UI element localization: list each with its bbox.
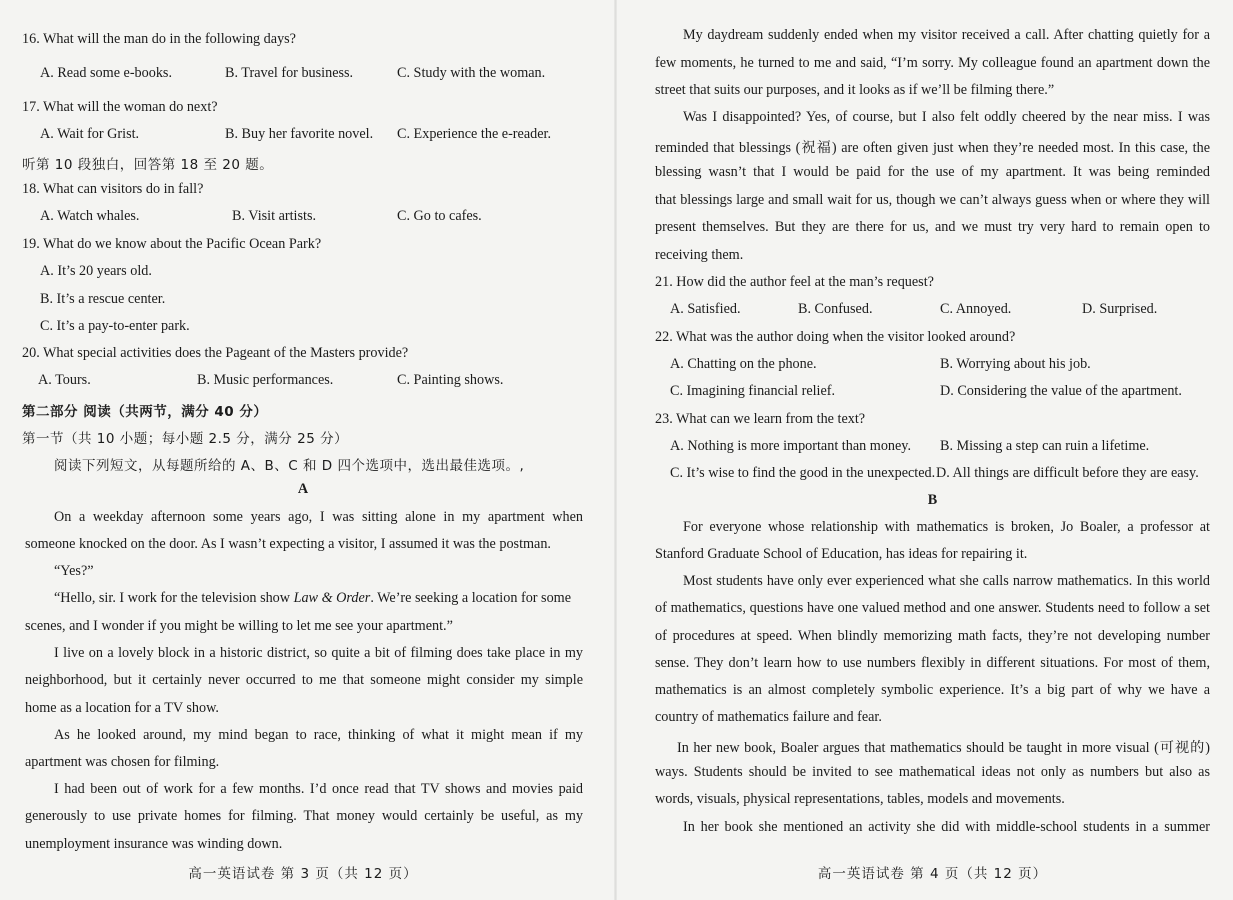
passage-a-line: generously to use private homes for filming. That money would certainly be useful, as my — [25, 808, 583, 824]
question-19: 19. What do we know about the Pacific Ocean Park? — [22, 236, 322, 252]
q16-option-b: B. Travel for business. — [225, 65, 354, 81]
q21-option-c: C. Annoyed. — [940, 301, 1012, 317]
q17-option-c: C. Experience the e-reader. — [397, 126, 552, 142]
q21-option-b: B. Confused. — [798, 301, 873, 317]
passage-a-line: street that suits our purposes, and it looks as if we’ll be filming there.” — [655, 82, 1055, 98]
passage-a-line: scenes, and I wonder if you might be willing to let me see your apartment.” — [25, 618, 453, 634]
q21-option-a: A. Satisfied. — [670, 301, 741, 317]
passage-a-line: Was I disappointed? Yes, of course, but I also felt oddly cheered by the near miss. I was — [683, 109, 1210, 125]
passage-b-line: ways. Students should be invited to see mathematical ideas not only as numbers but also as — [655, 764, 1210, 780]
q23-option-b: B. Missing a step can ruin a lifetime. — [940, 438, 1150, 454]
question-21: 21. How did the author feel at the man’s request? — [655, 274, 934, 290]
passage-b-line: country of mathematics failure and fear. — [655, 709, 882, 725]
passage-a-line: I had been out of work for a few months. I’d once read that TV shows and movies paid — [54, 781, 583, 797]
passage-a-line: few moments, he turned to me and said, “I’m sorry. My colleague found an apartment down the — [655, 55, 1210, 71]
question-16: 16. What will the man do in the following days? — [22, 31, 296, 47]
q19-option-b: B. It’s a rescue center. — [40, 291, 166, 307]
passage-a-text: . We’re seeking a location for some — [370, 590, 572, 606]
passage-b-line: sense. They don’t learn how to use numbers flexibly in different situations. For most of them, — [655, 655, 1210, 671]
passage-a-line: that blessings large and small wait for us, though we can’t always guess when or where they will — [655, 192, 1210, 208]
passage-b-line: Stanford Graduate School of Education, has ideas for repairing it. — [655, 546, 1028, 562]
passage-a-line: My daydream suddenly ended when my visitor received a call. After chatting quietly for a — [683, 27, 1210, 43]
passage-b-line: For everyone whose relationship with mathematics is broken, Jo Boaler, a professor at — [683, 519, 1210, 535]
q17-option-b: B. Buy her favorite novel. — [225, 126, 374, 142]
passage-a-line: neighborhood, but it certainly never occurred to me that someone might consider my simple — [25, 672, 583, 688]
q23-option-c: C. It’s wise to find the good in the unexpected. — [670, 465, 936, 481]
q18-option-c: C. Go to cafes. — [397, 208, 482, 224]
question-23: 23. What can we learn from the text? — [655, 411, 866, 427]
page-footer-4: 高一英语试卷 第 4 页（共 12 页） — [817, 866, 1048, 882]
page-4 — [616, 0, 1233, 900]
passage-a-line: someone knocked on the door. As I wasn’t expecting a visitor, I assumed it was the postman. — [25, 536, 551, 552]
passage-a-line: On a weekday afternoon some years ago, I was sitting alone in my apartment when — [54, 509, 583, 525]
show-title: Law & Order — [293, 590, 371, 606]
passage-b-line: In her new book, Boaler argues that mathematics should be taught in more visual (可视的) — [677, 740, 1210, 756]
passage-a-line: I live on a lovely block in a historic district, so quite a bit of filming does take place in my — [54, 645, 583, 661]
q16-option-a: A. Read some e-books. — [40, 65, 172, 81]
passage-a-line: “Yes?” — [54, 563, 94, 579]
passage-a-line: receiving them. — [655, 247, 744, 263]
passage-b-line: of mathematics, questions have one valued method and one answer. Students need to follow a set — [655, 600, 1210, 616]
q22-option-b: B. Worrying about his job. — [940, 356, 1091, 372]
page-3 — [0, 0, 616, 900]
q16-option-c: C. Study with the woman. — [397, 65, 546, 81]
passage-a-line: unemployment insurance was winding down. — [25, 836, 283, 852]
q20-option-a: A. Tours. — [38, 372, 91, 388]
passage-label-b: B — [927, 492, 938, 508]
q18-option-a: A. Watch whales. — [40, 208, 140, 224]
part-2-title: 第二部分 阅读（共两节，满分 40 分） — [22, 404, 268, 420]
section-1-title: 第一节（共 10 小题；每小题 2.5 分，满分 25 分） — [22, 431, 349, 447]
q19-option-a: A. It’s 20 years old. — [40, 263, 152, 279]
passage-b-line: of procedures at speed. When blindly memorizing math facts, they’re not developing number — [655, 628, 1210, 644]
passage-b-line: mathematics is an almost completely symbolic experience. It’s a big part of why we have a — [655, 682, 1210, 698]
question-18: 18. What can visitors do in fall? — [22, 181, 204, 197]
q22-option-d: D. Considering the value of the apartment. — [940, 383, 1182, 399]
q20-option-b: B. Music performances. — [197, 372, 334, 388]
passage-a-line: home as a location for a TV show. — [25, 700, 219, 716]
passage-a-text: “Hello, sir. I work for the television show — [54, 590, 294, 606]
passage-b-line: In her book she mentioned an activity she did with middle-school students in a summer — [683, 819, 1210, 835]
q22-option-c: C. Imagining financial relief. — [670, 383, 836, 399]
q23-option-a: A. Nothing is more important than money. — [670, 438, 912, 454]
question-17: 17. What will the woman do next? — [22, 99, 218, 115]
q19-option-c: C. It’s a pay-to-enter park. — [40, 318, 190, 334]
reading-instruction: 阅读下列短文，从每题所给的 A、B、C 和 D 四个选项中，选出最佳选项。, — [54, 458, 525, 474]
passage-label-a: A — [297, 481, 309, 497]
q17-option-a: A. Wait for Grist. — [40, 126, 140, 142]
passage-a-line: apartment was chosen for filming. — [25, 754, 220, 770]
passage-a-line — [54, 590, 583, 607]
q23-option-d: D. All things are difficult before they are easy. — [936, 465, 1199, 481]
question-20: 20. What special activities does the Pageant of the Masters provide? — [22, 345, 409, 361]
question-22: 22. What was the author doing when the visitor looked around? — [655, 329, 1016, 345]
passage-b-line: words, visuals, physical representations, tables, models and movements. — [655, 791, 1065, 807]
passage-a-line: As he looked around, my mind began to race, thinking of what it might mean if my — [54, 727, 583, 743]
page-footer-3: 高一英语试卷 第 3 页（共 12 页） — [188, 866, 418, 882]
passage-b-line: Most students have only ever experienced what she calls narrow mathematics. In this world — [683, 573, 1210, 589]
q22-option-a: A. Chatting on the phone. — [670, 356, 817, 372]
passage-a-line: blessing wasn’t that I would be paid for the use of my apartment. It was being reminded — [655, 164, 1210, 180]
passage-a-line: reminded that blessings (祝福) are often given just when they’re needed most. In this case, the — [655, 140, 1210, 156]
q18-option-b: B. Visit artists. — [232, 208, 317, 224]
q21-option-d: D. Surprised. — [1082, 301, 1158, 317]
q20-option-c: C. Painting shows. — [397, 372, 504, 388]
section-10-instruction: 听第 10 段独白，回答第 18 至 20 题。 — [22, 157, 274, 173]
passage-a-line: present themselves. But they are there for us, and we must try very hard to remain open to — [655, 219, 1210, 235]
